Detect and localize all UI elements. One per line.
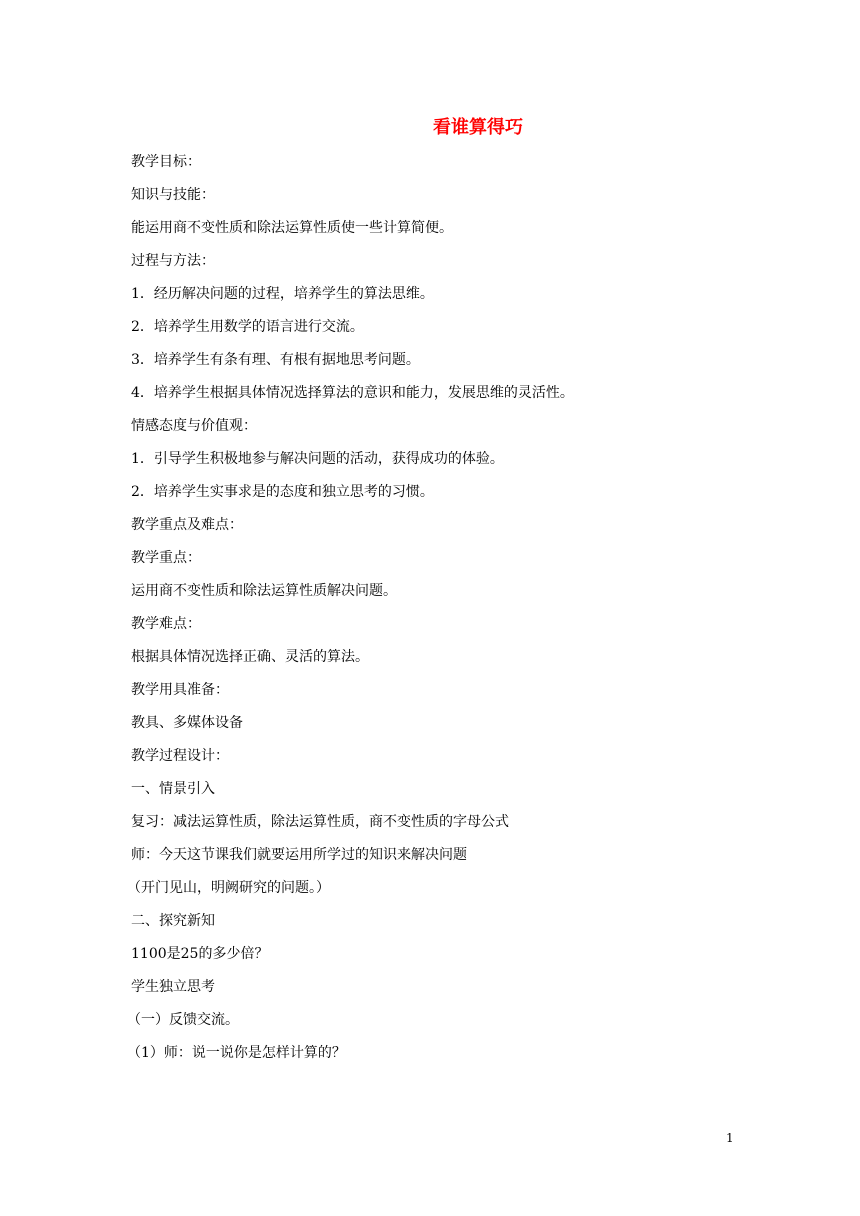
- paragraph-line: 二、探究新知: [131, 913, 215, 929]
- paragraph-line: 3．培养学生有条有理、有根有据地思考问题。: [131, 352, 420, 368]
- paragraph-line: 1．引导学生积极地参与解决问题的活动，获得成功的体验。: [131, 451, 504, 467]
- paragraph-line: 教学用具准备：: [131, 682, 229, 698]
- paragraph-line: 1．经历解决问题的过程，培养学生的算法思维。: [131, 286, 434, 302]
- paragraph-line: 教学难点：: [131, 616, 201, 632]
- paragraph-line: 能运用商不变性质和除法运算性质使一些计算简便。: [131, 220, 453, 236]
- paragraph-line: 2．培养学生用数学的语言进行交流。: [131, 319, 364, 335]
- paragraph-line: 知识与技能：: [131, 187, 215, 203]
- paragraph-line: 教具、多媒体设备: [131, 715, 243, 731]
- paragraph-line: 教学目标：: [131, 154, 201, 170]
- paragraph-line: 4．培养学生根据具体情况选择算法的意识和能力，发展思维的灵活性。: [131, 385, 574, 401]
- page-title: 看谁算得巧: [433, 117, 523, 138]
- paragraph-line: （开门见山，明阙研究的问题。）: [127, 880, 330, 896]
- paragraph-line: （一）反馈交流。: [127, 1012, 239, 1028]
- paragraph-line: 一、情景引入: [131, 781, 215, 797]
- document-body: [127, 152, 751, 1076]
- paragraph-line: （1）师：说一说你是怎样计算的？: [127, 1045, 346, 1061]
- paragraph-line: 过程与方法：: [131, 253, 215, 269]
- paragraph-line: 教学重点及难点：: [131, 517, 243, 533]
- paragraph-line: 复习：减法运算性质，除法运算性质，商不变性质的字母公式: [131, 814, 509, 830]
- paragraph-line: 2．培养学生实事求是的态度和独立思考的习惯。: [131, 484, 434, 500]
- paragraph-line: 运用商不变性质和除法运算性质解决问题。: [131, 583, 397, 599]
- paragraph-line: 师：今天这节课我们就要运用所学过的知识来解决问题: [131, 847, 467, 863]
- paragraph-line: 1100是25的多少倍？: [131, 946, 269, 962]
- paragraph-line: 教学重点：: [131, 550, 201, 566]
- paragraph-line: 教学过程设计：: [131, 748, 229, 764]
- paragraph-line: 学生独立思考: [131, 979, 215, 995]
- page-number: 1: [726, 1131, 734, 1145]
- paragraph-line: 情感态度与价值观：: [131, 418, 257, 434]
- paragraph-line: 根据具体情况选择正确、灵活的算法。: [131, 649, 369, 665]
